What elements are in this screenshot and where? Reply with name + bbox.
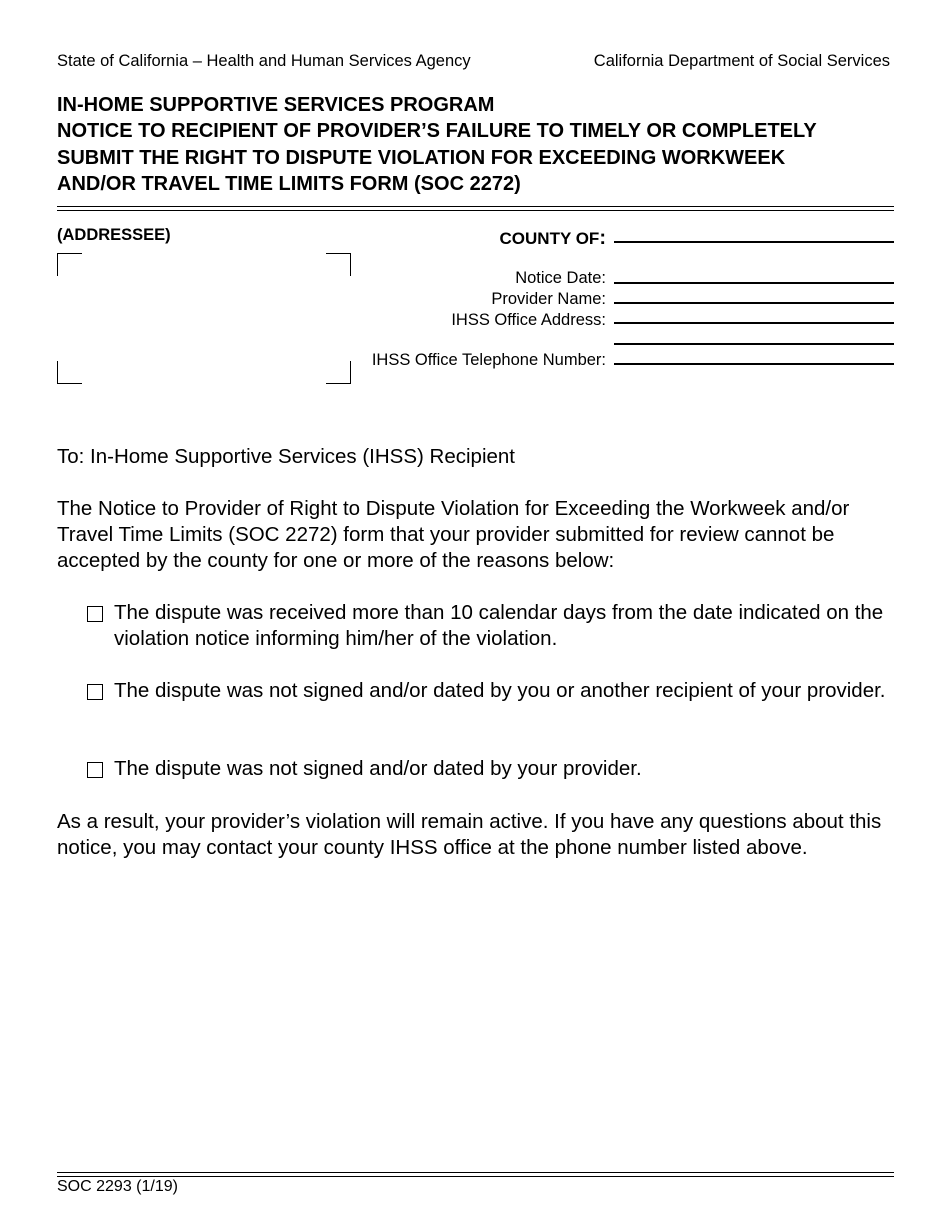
address-window-corner: [57, 361, 82, 384]
salutation: To: In-Home Supportive Services (IHSS) Recipient: [57, 445, 516, 468]
reason-checkbox[interactable]: [87, 606, 103, 622]
provider-name-label: Provider Name:: [491, 290, 606, 308]
notice-date-label: Notice Date:: [515, 269, 606, 287]
provider-name-field[interactable]: [614, 302, 894, 304]
title-line: SUBMIT THE RIGHT TO DISPUTE VIOLATION FOR EXCEEDING WORKWEEK: [57, 146, 786, 169]
title-line: NOTICE TO RECIPIENT OF PROVIDER’S FAILURE TO TIMELY OR COMPLETELY: [57, 120, 817, 143]
title-line: IN-HOME SUPPORTIVE SERVICES PROGRAM: [57, 94, 495, 116]
addressee-label: (ADDRESSEE): [57, 226, 171, 244]
office-address-label: IHSS Office Address:: [451, 311, 606, 329]
reason-text: The dispute was received more than 10 calendar days from the date indicated on the violation notice informing him/her of the violation.: [114, 601, 884, 650]
title-divider: [57, 206, 894, 207]
intro-paragraph: The Notice to Provider of Right to Dispute Violation for Exceeding the Workweek and/or Travel Time Limits (SOC 2272) form that your provider submitted for review cannot be accepted by the county for one or more of the reasons below:: [57, 497, 850, 572]
form-title: [57, 92, 917, 198]
reason-checkbox[interactable]: [87, 762, 103, 778]
department-name: California Department of Social Services: [593, 52, 890, 70]
footer-divider: [57, 1172, 894, 1173]
title-line: AND/OR TRAVEL TIME LIMITS FORM (SOC 2272): [57, 173, 521, 196]
county-field[interactable]: [614, 241, 894, 243]
address-window-corner: [326, 361, 351, 384]
closing-paragraph: As a result, your provider’s violation will remain active. If you have any questions about this notice, you may contact your county IHSS office at the phone number listed above.: [57, 810, 882, 859]
agency-name: State of California – Health and Human Services Agency: [57, 52, 471, 70]
county-label: COUNTY OF:: [499, 227, 606, 249]
notice-date-field[interactable]: [614, 282, 894, 284]
reason-item: [87, 756, 907, 782]
reason-item: [87, 678, 907, 704]
footer-divider: [57, 1176, 894, 1177]
reason-text: The dispute was not signed and/or dated by you or another recipient of your provider.: [114, 679, 886, 702]
reason-checkbox[interactable]: [87, 684, 103, 700]
office-phone-field[interactable]: [614, 363, 894, 365]
reason-item: [87, 600, 907, 652]
office-address-field-2[interactable]: [614, 343, 894, 345]
reason-text: The dispute was not signed and/or dated by your provider.: [114, 757, 642, 780]
address-window-corner: [326, 253, 351, 276]
form-number: SOC 2293 (1/19): [57, 1178, 178, 1195]
office-phone-label: IHSS Office Telephone Number:: [371, 351, 606, 369]
address-window-corner: [57, 253, 82, 276]
title-divider: [57, 210, 894, 211]
office-address-field[interactable]: [614, 322, 894, 324]
